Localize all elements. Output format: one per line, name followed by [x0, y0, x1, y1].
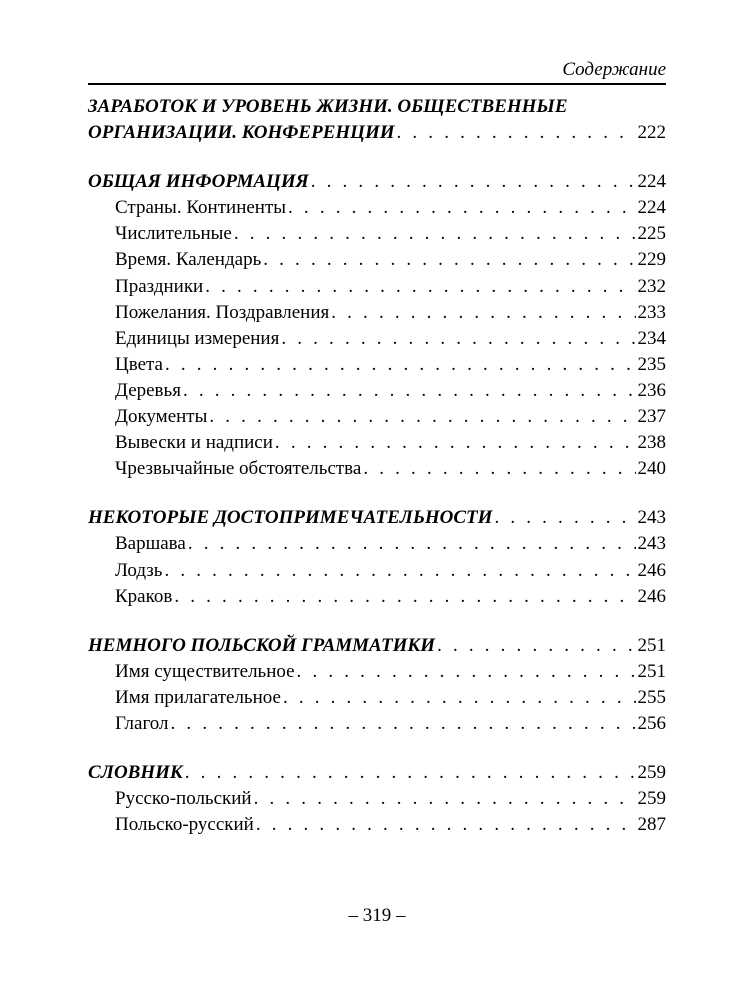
- toc-page-number: 233: [637, 301, 666, 323]
- toc-heading-row-title: ОБЩАЯ ИНФОРМАЦИЯ: [88, 171, 309, 193]
- toc-section: [88, 94, 666, 146]
- toc-item-row[interactable]: [88, 221, 666, 247]
- running-head: Содержание: [562, 59, 666, 80]
- toc-heading-row-title: НЕМНОГО ПОЛЬСКОЙ ГРАММАТИКИ: [88, 634, 436, 656]
- toc-item-row-title: Русско-польский: [115, 788, 252, 810]
- dot-leader: [164, 558, 635, 584]
- toc-heading-row[interactable]: [88, 505, 666, 531]
- toc-item-row[interactable]: [88, 326, 666, 352]
- toc-item-row-title: Праздники: [115, 275, 204, 297]
- dot-leader: [363, 456, 635, 482]
- dot-leader: [281, 326, 635, 352]
- toc-page-number: 246: [637, 585, 666, 607]
- toc-page-number: 251: [637, 660, 666, 682]
- toc-item-row-title: Числительные: [115, 223, 232, 245]
- dot-leader: [254, 786, 636, 812]
- toc-heading-row[interactable]: [88, 760, 666, 786]
- toc-item-row[interactable]: [88, 378, 666, 404]
- toc-item-row[interactable]: [88, 300, 666, 326]
- toc-heading-row-title: НЕКОТОРЫЕ ДОСТОПРИМЕЧАТЕЛЬНОСТИ: [88, 507, 493, 529]
- dot-leader: [275, 430, 636, 456]
- dot-leader: [331, 300, 635, 326]
- page: [88, 0, 666, 1000]
- toc-item-row-title: Варшава: [115, 533, 186, 555]
- toc-item-row-title: Глагол: [115, 712, 169, 734]
- toc-item-row-title: Единицы измерения: [115, 327, 280, 349]
- toc-item-row[interactable]: [88, 404, 666, 430]
- toc-item-row[interactable]: [88, 584, 666, 610]
- toc-page-number: 236: [637, 379, 666, 401]
- toc-page-number: 224: [637, 197, 666, 219]
- toc-heading-line1: ЗАРАБОТОК И УРОВЕНЬ ЖИЗНИ. ОБЩЕСТВЕННЫЕ: [88, 96, 568, 117]
- dot-leader: [256, 812, 636, 838]
- toc-page-number: 256: [637, 712, 666, 734]
- toc-heading-row[interactable]: [88, 120, 666, 146]
- dot-leader: [283, 685, 636, 711]
- toc-page-number: 232: [637, 275, 666, 297]
- toc-item-row[interactable]: [88, 274, 666, 300]
- dot-leader: [165, 352, 636, 378]
- toc-sections: [88, 169, 666, 838]
- toc-item-row[interactable]: [88, 456, 666, 482]
- toc-item-row-title: Страны. Континенты: [115, 197, 287, 219]
- dot-leader: [209, 404, 635, 430]
- toc-item-row-title: Краков: [115, 585, 173, 607]
- toc-item-row[interactable]: [88, 531, 666, 557]
- toc-item-row[interactable]: [88, 247, 666, 273]
- toc-item-row-title: Время. Календарь: [115, 249, 262, 271]
- toc-page-number: 238: [637, 432, 666, 454]
- toc-page-number: 259: [637, 788, 666, 810]
- toc-page-number: 229: [637, 249, 666, 271]
- toc-heading-row-title: СЛОВНИК: [88, 762, 183, 784]
- dot-leader: [297, 659, 636, 685]
- toc-page-number: 251: [637, 634, 666, 656]
- toc-page-number: 243: [637, 533, 666, 555]
- dot-leader: [174, 584, 635, 610]
- toc-item-row[interactable]: [88, 430, 666, 456]
- toc-section: [88, 169, 666, 482]
- toc-page-number: 224: [637, 171, 666, 193]
- toc-page-number: 243: [637, 507, 666, 529]
- toc-item-row-title: Вывески и надписи: [115, 432, 273, 454]
- toc-item-row-title: Цвета: [115, 353, 163, 375]
- toc-item-row-title: Имя прилагательное: [115, 686, 281, 708]
- toc-item-row[interactable]: [88, 195, 666, 221]
- dot-leader: [171, 711, 636, 737]
- toc-item-row-title: Польско-русский: [115, 814, 254, 836]
- toc-page-number: 240: [637, 458, 666, 480]
- toc-item-row[interactable]: [88, 812, 666, 838]
- dot-leader: [494, 505, 635, 531]
- toc-item-row[interactable]: [88, 685, 666, 711]
- toc-page-number: 237: [637, 406, 666, 428]
- toc-section: [88, 760, 666, 838]
- toc-item-row[interactable]: [88, 711, 666, 737]
- toc-page-number: 246: [637, 559, 666, 581]
- table-of-contents: [88, 94, 666, 861]
- dot-leader: [185, 760, 636, 786]
- toc-page-number: 259: [637, 762, 666, 784]
- toc-page-number: 234: [637, 327, 666, 349]
- toc-item-row-title: Лодзь: [115, 559, 163, 581]
- toc-item-row[interactable]: [88, 786, 666, 812]
- dot-leader: [205, 274, 635, 300]
- toc-page-number: 235: [637, 353, 666, 375]
- toc-section: [88, 505, 666, 609]
- dot-leader: [288, 195, 635, 221]
- toc-item-row-title: Документы: [115, 406, 208, 428]
- dot-leader: [188, 531, 636, 557]
- dot-leader: [437, 633, 635, 659]
- toc-item-row-title: Пожелания. Поздравления: [115, 301, 330, 323]
- toc-heading-row[interactable]: [88, 633, 666, 659]
- dot-leader: [397, 120, 636, 146]
- dot-leader: [263, 247, 635, 273]
- toc-heading-row[interactable]: [88, 169, 666, 195]
- toc-item-row-title: Чрезвычайные обстоятельства: [115, 458, 362, 480]
- header-rule: [88, 83, 666, 85]
- toc-item-row-title: Имя существительное: [115, 660, 295, 682]
- toc-item-row[interactable]: [88, 558, 666, 584]
- toc-section: [88, 633, 666, 737]
- dot-leader: [311, 169, 636, 195]
- toc-page-number: 287: [637, 814, 666, 836]
- page-number: – 319 –: [348, 905, 406, 926]
- toc-item-row[interactable]: [88, 352, 666, 378]
- toc-page-number: 255: [637, 686, 666, 708]
- toc-page-number: 225: [637, 223, 666, 245]
- toc-page-number: 222: [637, 122, 666, 144]
- toc-item-row-title: Деревья: [115, 379, 181, 401]
- dot-leader: [234, 221, 636, 247]
- toc-heading-title: ОРГАНИЗАЦИИ. КОНФЕРЕНЦИИ: [88, 122, 395, 144]
- dot-leader: [183, 378, 636, 404]
- toc-item-row[interactable]: [88, 659, 666, 685]
